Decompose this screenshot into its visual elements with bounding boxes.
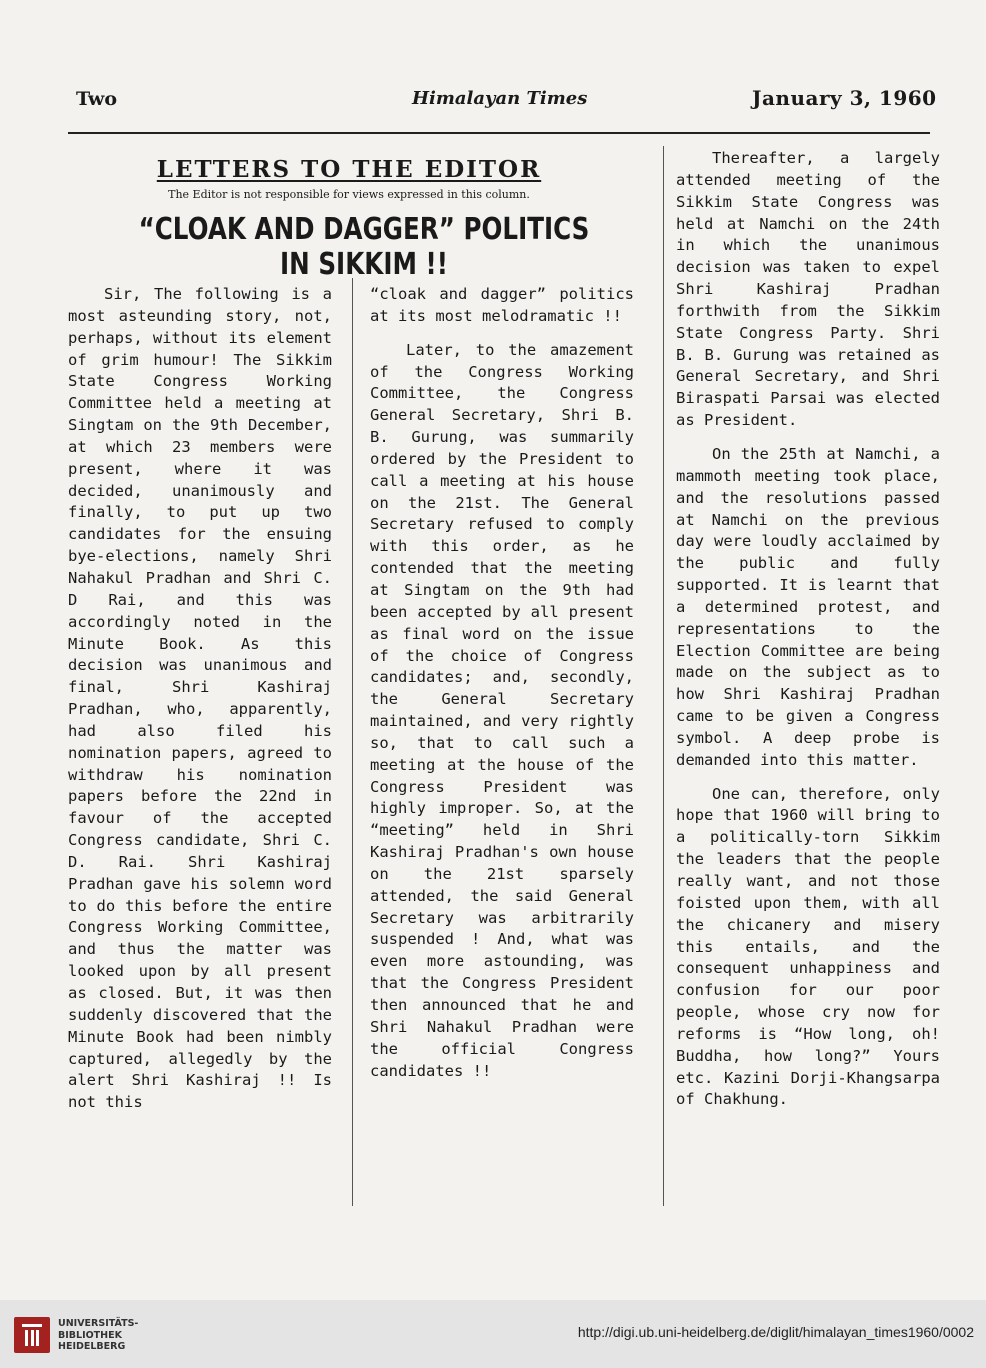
letter-headline: “CLOAK AND DAGGER” POLITICS IN SIKKIM !!	[138, 212, 590, 282]
column-divider-left	[352, 278, 353, 1206]
institution-name: UNIVERSITÄTS- BIBLIOTHEK HEIDELBERG	[58, 1318, 139, 1352]
section-title: LETTERS TO THE EDITOR	[156, 156, 542, 183]
page-label: Two	[76, 88, 118, 110]
letter-column-1	[68, 284, 332, 1114]
letter-paragraph: On the 25th at Namchi, a mammoth meeting took place, and the resolutions passed at Namchi on the previous day were loudly acclaimed by the public and fully supported. It is learnt that a determined protest, and representations to the Election Committee are being made on the subject as to how Shri Kashiraj Pradhan came to be given a Congress symbol. A deep probe is demanded into this matter.	[676, 444, 940, 769]
letter-column-3	[676, 148, 940, 1111]
source-url-link[interactable]: http://digi.ub.uni-heidelberg.de/diglit/himalayan_times1960/0002	[577, 1324, 974, 1340]
letter-paragraph: Sir, The following is a most asteunding story, not, perhaps, without its element of grim humour! The Sikkim State Congress Working Committee held a meeting at Singtam on the 9th December, at which 23 members were present, where it was decided, unanimously and finally, to put up two candidates for the ensuing bye-elections, namely Shri Nahakul Pradhan and Shri C. D Rai, and this was accordingly noted in the Minute Book. As this decision was unanimous and final, Shri Kashiraj Pradhan, who, apparently, had also filed his nomination papers, agreed to withdraw his nomination papers before the 22nd in favour of the accepted Congress candidate, Shri C. D. Rai. Shri Kashiraj Pradhan gave his solemn word to do this before the entire Congress Working Committee, and thus the matter was looked upon by all present as closed. But, it was then suddenly discovered that the Minute Book had been nimbly captured, allegedly by the alert Shri Kashiraj !! Is not this	[68, 285, 332, 1112]
masthead: Himalayan Times	[412, 88, 588, 109]
editor-disclaimer: The Editor is not responsible for views expressed in this column.	[168, 188, 530, 201]
letter-paragraph: “cloak and dagger” politics at its most melodramatic !!	[370, 285, 634, 325]
column-divider-right	[663, 146, 664, 1206]
issue-date: January 3, 1960	[752, 86, 937, 110]
letter-paragraph: Later, to the amazement of the Congress Working Committee, the Congress General Secretary, Shri B. B. Gurung, was summarily ordered by the President to call a meeting at his house on the 21st. The General Secretary refused to comply with this order, as he contended that the meeting at Singtam on the 9th had been accepted by all present as final word on the issue of the choice of Congress candidates; and, secondly, the General Secretary maintained, and very rightly so, that to call such a meeting at the house of the Congress President was highly improper. So, at the “meeting” held in Shri Kashiraj Pradhan's own house on the 21st sparsely attended, the said General Secretary was arbitrarily suspended ! And, what was even more astounding, was that the Congress President then announced that he and Shri Nahakul Pradhan were the official Congress candidates !!	[370, 340, 634, 1080]
letter-column-2	[370, 284, 634, 1082]
letter-paragraph: Thereafter, a largely attended meeting of the Sikkim State Congress was held at Namchi on the 24th in which the unanimous decision was taken to expel Shri Kashiraj Pradhan forthwith from the Sikkim State Congress Party. Shri B. B. Gurung was retained as General Secretary, and Shri Biraspati Parsai was elected as President.	[676, 149, 940, 430]
viewer-footer	[0, 1300, 986, 1368]
university-library-logo-icon	[14, 1317, 50, 1353]
letter-paragraph: One can, therefore, only hope that 1960 will bring to a politically-torn Sikkim the leaders that the people really want, and not those foisted upon them, with all the chicanery and misery this entails, and the consequent unhappiness and confusion for our poor people, whose cry now for reforms is “How long, oh! Buddha, how long?” Yours etc. Kazini Dorji-Khangsarpa of Chakhung.	[676, 784, 940, 1109]
header-rule	[68, 132, 930, 134]
